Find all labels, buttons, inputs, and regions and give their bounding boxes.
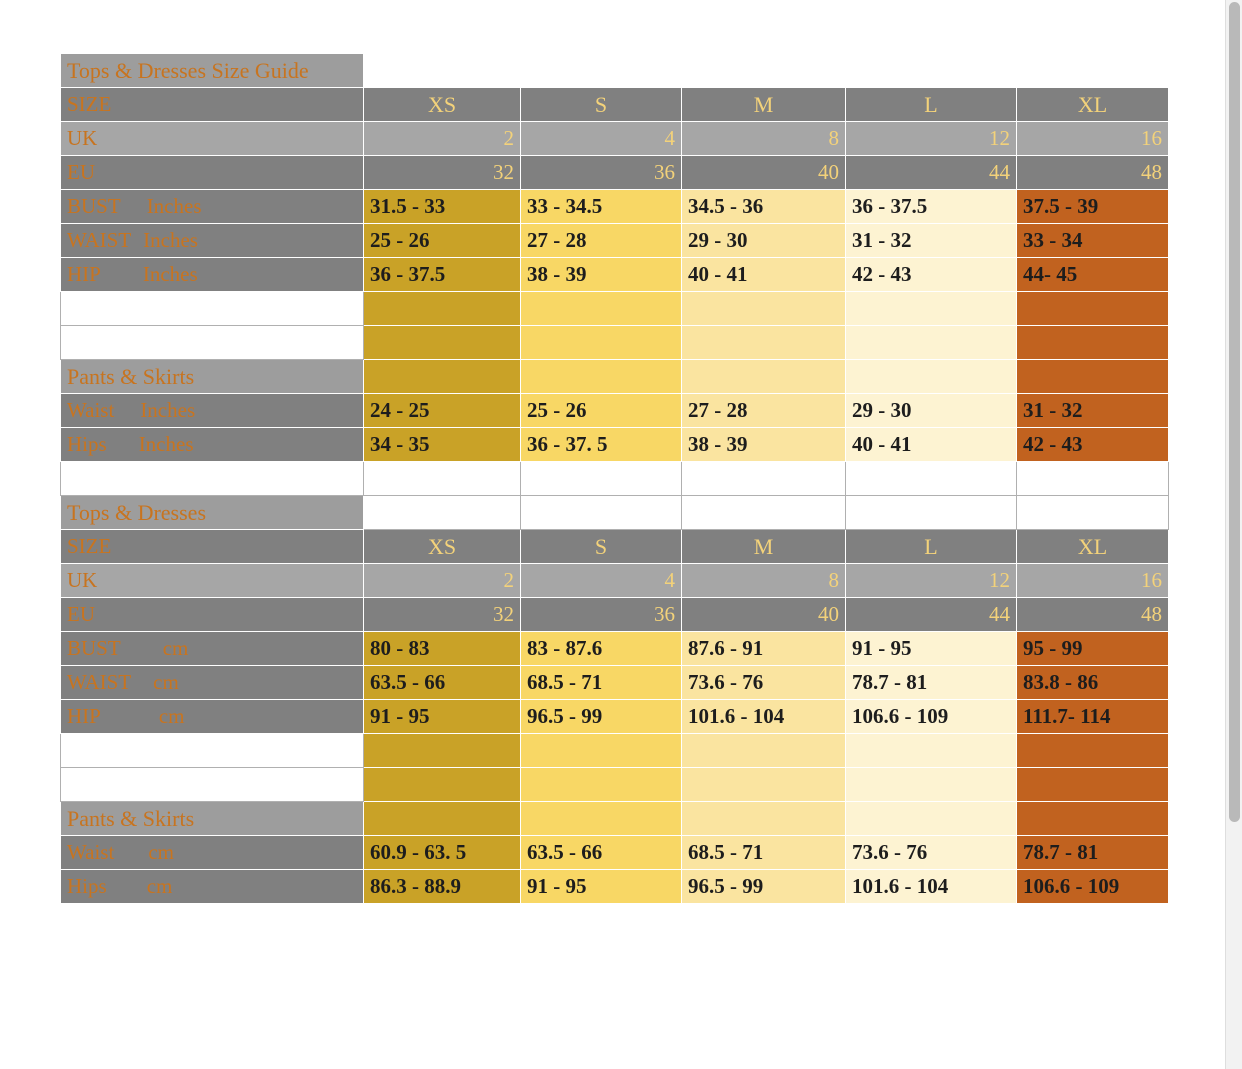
blank-cell-l bbox=[846, 802, 1017, 836]
spacer-row bbox=[61, 292, 1169, 326]
size-xl: XL bbox=[1017, 88, 1169, 122]
cell-bust-l: 36 - 37.5 bbox=[846, 190, 1017, 224]
blank-cell-l bbox=[846, 326, 1017, 360]
row-label-text: Hips bbox=[67, 432, 107, 456]
section-title-inches: Tops & Dresses Size Guide bbox=[61, 54, 364, 88]
row-label-text: WAIST bbox=[67, 670, 132, 694]
blank-cell-s bbox=[521, 360, 682, 394]
cell-waist-s: 68.5 - 71 bbox=[521, 666, 682, 700]
row-unit-text: cm bbox=[148, 840, 174, 864]
row-label-text: HIP bbox=[67, 704, 101, 728]
cell-pants-hips-xs: 34 - 35 bbox=[364, 428, 521, 462]
cell-hip-s: 96.5 - 99 bbox=[521, 700, 682, 734]
row-unit-text: cm bbox=[153, 670, 179, 694]
cell-bust-xs: 31.5 - 33 bbox=[364, 190, 521, 224]
cell-pants-hips-m: 38 - 39 bbox=[682, 428, 846, 462]
blank-cell-s bbox=[521, 292, 682, 326]
row-unit-text: cm bbox=[146, 874, 173, 898]
cell-bust-m: 87.6 - 91 bbox=[682, 632, 846, 666]
uk-s: 4 bbox=[521, 122, 682, 156]
uk-s: 4 bbox=[521, 564, 682, 598]
blank-cell bbox=[846, 462, 1017, 496]
cell-pants-waist-xs: 60.9 - 63. 5 bbox=[364, 836, 521, 870]
blank-cell-m bbox=[682, 326, 846, 360]
cell-pants-waist-m: 27 - 28 bbox=[682, 394, 846, 428]
row-label-text: WAIST bbox=[67, 228, 132, 252]
row-unit-text: Inches bbox=[143, 228, 198, 252]
blank-cell-xl bbox=[1017, 802, 1169, 836]
row-label-waist-cm bbox=[61, 666, 364, 700]
row-unit-text: cm bbox=[158, 704, 185, 728]
cell-hip-xl: 111.7- 114 bbox=[1017, 700, 1169, 734]
size-guide-table bbox=[60, 53, 1169, 904]
blank-cell-l bbox=[846, 292, 1017, 326]
cell-pants-hips-xl: 42 - 43 bbox=[1017, 428, 1169, 462]
measurement-row bbox=[61, 258, 1169, 292]
cell-waist-xs: 63.5 - 66 bbox=[364, 666, 521, 700]
cell-pants-hips-xl: 106.6 - 109 bbox=[1017, 870, 1169, 904]
empty-cell bbox=[846, 54, 1017, 88]
measurement-row bbox=[61, 700, 1169, 734]
cell-bust-m: 34.5 - 36 bbox=[682, 190, 846, 224]
cell-bust-s: 33 - 34.5 bbox=[521, 190, 682, 224]
empty-cell bbox=[521, 54, 682, 88]
uk-label: UK bbox=[61, 564, 364, 598]
cell-hip-s: 38 - 39 bbox=[521, 258, 682, 292]
blank-cell-l bbox=[846, 360, 1017, 394]
page-scrollbar[interactable] bbox=[1225, 0, 1242, 1069]
eu-l: 44 bbox=[846, 598, 1017, 632]
blank-cell-m bbox=[682, 292, 846, 326]
blank-cell-xl bbox=[1017, 326, 1169, 360]
row-unit-text: Inches bbox=[146, 194, 202, 218]
blank-cell-m bbox=[682, 360, 846, 394]
empty-cell bbox=[682, 54, 846, 88]
cell-bust-l: 91 - 95 bbox=[846, 632, 1017, 666]
eu-label: EU bbox=[61, 598, 364, 632]
size-l: L bbox=[846, 530, 1017, 564]
blank-label-cell bbox=[61, 768, 364, 802]
measurement-row bbox=[61, 428, 1169, 462]
blank-cell-xs bbox=[364, 734, 521, 768]
cell-bust-xs: 80 - 83 bbox=[364, 632, 521, 666]
row-label-text: Hips bbox=[67, 874, 107, 898]
cell-bust-xl: 95 - 99 bbox=[1017, 632, 1169, 666]
row-label-waist-inches bbox=[61, 224, 364, 258]
eu-xl: 48 bbox=[1017, 598, 1169, 632]
row-label-bust-inches bbox=[61, 190, 364, 224]
size-label: SIZE bbox=[61, 88, 364, 122]
section-title-cm: Tops & Dresses bbox=[61, 496, 364, 530]
blank-cell bbox=[364, 462, 521, 496]
spacer-row bbox=[61, 768, 1169, 802]
blank-cell bbox=[1017, 496, 1169, 530]
uk-row-inches bbox=[61, 122, 1169, 156]
eu-label: EU bbox=[61, 156, 364, 190]
eu-m: 40 bbox=[682, 598, 846, 632]
spacer-row bbox=[61, 326, 1169, 360]
cell-waist-m: 29 - 30 bbox=[682, 224, 846, 258]
uk-row-cm bbox=[61, 564, 1169, 598]
size-xs: XS bbox=[364, 530, 521, 564]
size-header-row-inches bbox=[61, 88, 1169, 122]
blank-cell-m bbox=[682, 734, 846, 768]
empty-cell bbox=[364, 54, 521, 88]
blank-label-cell bbox=[61, 292, 364, 326]
cell-pants-waist-xl: 31 - 32 bbox=[1017, 394, 1169, 428]
measurement-row bbox=[61, 870, 1169, 904]
blank-cell bbox=[1017, 462, 1169, 496]
blank-cell bbox=[521, 496, 682, 530]
blank-cell bbox=[521, 462, 682, 496]
blank-label-cell bbox=[61, 326, 364, 360]
measurement-row bbox=[61, 666, 1169, 700]
size-l: L bbox=[846, 88, 1017, 122]
size-xl: XL bbox=[1017, 530, 1169, 564]
subsection-title-pants-inches: Pants & Skirts bbox=[61, 360, 364, 394]
blank-cell bbox=[682, 496, 846, 530]
row-label-hip-cm bbox=[61, 700, 364, 734]
blank-cell-xs bbox=[364, 360, 521, 394]
cell-bust-xl: 37.5 - 39 bbox=[1017, 190, 1169, 224]
cell-pants-hips-s: 36 - 37. 5 bbox=[521, 428, 682, 462]
measurement-row bbox=[61, 224, 1169, 258]
blank-cell bbox=[846, 496, 1017, 530]
cell-hip-xs: 36 - 37.5 bbox=[364, 258, 521, 292]
eu-l: 44 bbox=[846, 156, 1017, 190]
row-label-bust-cm bbox=[61, 632, 364, 666]
uk-l: 12 bbox=[846, 564, 1017, 598]
size-m: M bbox=[682, 530, 846, 564]
eu-xs: 32 bbox=[364, 598, 521, 632]
row-label-pants-waist-inches bbox=[61, 394, 364, 428]
cell-pants-hips-s: 91 - 95 bbox=[521, 870, 682, 904]
eu-s: 36 bbox=[521, 156, 682, 190]
row-label-hip-inches bbox=[61, 258, 364, 292]
row-label-text: Waist bbox=[67, 840, 115, 864]
blank-cell-xl bbox=[1017, 734, 1169, 768]
section-title-row bbox=[61, 54, 1169, 88]
subsection-title-row bbox=[61, 802, 1169, 836]
cell-waist-l: 78.7 - 81 bbox=[846, 666, 1017, 700]
blank-cell-s bbox=[521, 802, 682, 836]
eu-xs: 32 bbox=[364, 156, 521, 190]
row-label-text: Waist bbox=[67, 398, 115, 422]
size-xs: XS bbox=[364, 88, 521, 122]
measurement-row bbox=[61, 632, 1169, 666]
row-label-pants-waist-cm bbox=[61, 836, 364, 870]
cell-pants-waist-m: 68.5 - 71 bbox=[682, 836, 846, 870]
uk-xl: 16 bbox=[1017, 122, 1169, 156]
cell-waist-s: 27 - 28 bbox=[521, 224, 682, 258]
blank-label-cell bbox=[61, 462, 364, 496]
blank-cell-l bbox=[846, 768, 1017, 802]
blank-cell-xl bbox=[1017, 292, 1169, 326]
uk-label: UK bbox=[61, 122, 364, 156]
section-title-row bbox=[61, 496, 1169, 530]
cell-hip-l: 42 - 43 bbox=[846, 258, 1017, 292]
cell-hip-xl: 44- 45 bbox=[1017, 258, 1169, 292]
cell-pants-waist-l: 29 - 30 bbox=[846, 394, 1017, 428]
cell-pants-hips-xs: 86.3 - 88.9 bbox=[364, 870, 521, 904]
cell-waist-xl: 83.8 - 86 bbox=[1017, 666, 1169, 700]
blank-cell-xl bbox=[1017, 360, 1169, 394]
blank-cell-xs bbox=[364, 326, 521, 360]
cell-waist-l: 31 - 32 bbox=[846, 224, 1017, 258]
row-unit-text: cm bbox=[162, 636, 189, 660]
row-unit-text: Inches bbox=[142, 262, 198, 286]
cell-hip-xs: 91 - 95 bbox=[364, 700, 521, 734]
cell-hip-m: 101.6 - 104 bbox=[682, 700, 846, 734]
separator-row bbox=[61, 462, 1169, 496]
size-s: S bbox=[521, 88, 682, 122]
cell-waist-xs: 25 - 26 bbox=[364, 224, 521, 258]
measurement-row bbox=[61, 394, 1169, 428]
blank-cell-xl bbox=[1017, 768, 1169, 802]
measurement-row bbox=[61, 190, 1169, 224]
row-label-pants-hips-cm bbox=[61, 870, 364, 904]
cell-waist-xl: 33 - 34 bbox=[1017, 224, 1169, 258]
blank-cell-l bbox=[846, 734, 1017, 768]
cell-pants-waist-s: 63.5 - 66 bbox=[521, 836, 682, 870]
blank-label-cell bbox=[61, 734, 364, 768]
measurement-row bbox=[61, 836, 1169, 870]
uk-xs: 2 bbox=[364, 564, 521, 598]
cell-pants-waist-xs: 24 - 25 bbox=[364, 394, 521, 428]
empty-cell bbox=[1017, 54, 1169, 88]
blank-cell-xs bbox=[364, 292, 521, 326]
scrollbar-thumb[interactable] bbox=[1229, 2, 1240, 822]
cell-pants-hips-l: 40 - 41 bbox=[846, 428, 1017, 462]
cell-hip-m: 40 - 41 bbox=[682, 258, 846, 292]
row-unit-text: Inches bbox=[140, 398, 196, 422]
eu-xl: 48 bbox=[1017, 156, 1169, 190]
cell-waist-m: 73.6 - 76 bbox=[682, 666, 846, 700]
spacer-row bbox=[61, 734, 1169, 768]
uk-m: 8 bbox=[682, 564, 846, 598]
subsection-title-row bbox=[61, 360, 1169, 394]
blank-cell-s bbox=[521, 734, 682, 768]
blank-cell-s bbox=[521, 326, 682, 360]
blank-cell-m bbox=[682, 802, 846, 836]
blank-cell-s bbox=[521, 768, 682, 802]
size-m: M bbox=[682, 88, 846, 122]
row-label-text: HIP bbox=[67, 262, 101, 286]
eu-s: 36 bbox=[521, 598, 682, 632]
row-label-text: BUST bbox=[67, 194, 121, 218]
size-label: SIZE bbox=[61, 530, 364, 564]
cell-pants-waist-l: 73.6 - 76 bbox=[846, 836, 1017, 870]
cell-pants-waist-xl: 78.7 - 81 bbox=[1017, 836, 1169, 870]
size-header-row-cm bbox=[61, 530, 1169, 564]
blank-cell-xs bbox=[364, 768, 521, 802]
uk-l: 12 bbox=[846, 122, 1017, 156]
blank-cell-m bbox=[682, 768, 846, 802]
subsection-title-pants-cm: Pants & Skirts bbox=[61, 802, 364, 836]
size-s: S bbox=[521, 530, 682, 564]
cell-pants-waist-s: 25 - 26 bbox=[521, 394, 682, 428]
uk-m: 8 bbox=[682, 122, 846, 156]
row-label-text: BUST bbox=[67, 636, 121, 660]
uk-xl: 16 bbox=[1017, 564, 1169, 598]
row-unit-text: Inches bbox=[138, 432, 194, 456]
blank-cell-xs bbox=[364, 802, 521, 836]
eu-m: 40 bbox=[682, 156, 846, 190]
eu-row-cm bbox=[61, 598, 1169, 632]
blank-cell bbox=[682, 462, 846, 496]
eu-row-inches bbox=[61, 156, 1169, 190]
uk-xs: 2 bbox=[364, 122, 521, 156]
cell-bust-s: 83 - 87.6 bbox=[521, 632, 682, 666]
cell-hip-l: 106.6 - 109 bbox=[846, 700, 1017, 734]
row-label-pants-hips-inches bbox=[61, 428, 364, 462]
cell-pants-hips-l: 101.6 - 104 bbox=[846, 870, 1017, 904]
blank-cell bbox=[364, 496, 521, 530]
cell-pants-hips-m: 96.5 - 99 bbox=[682, 870, 846, 904]
